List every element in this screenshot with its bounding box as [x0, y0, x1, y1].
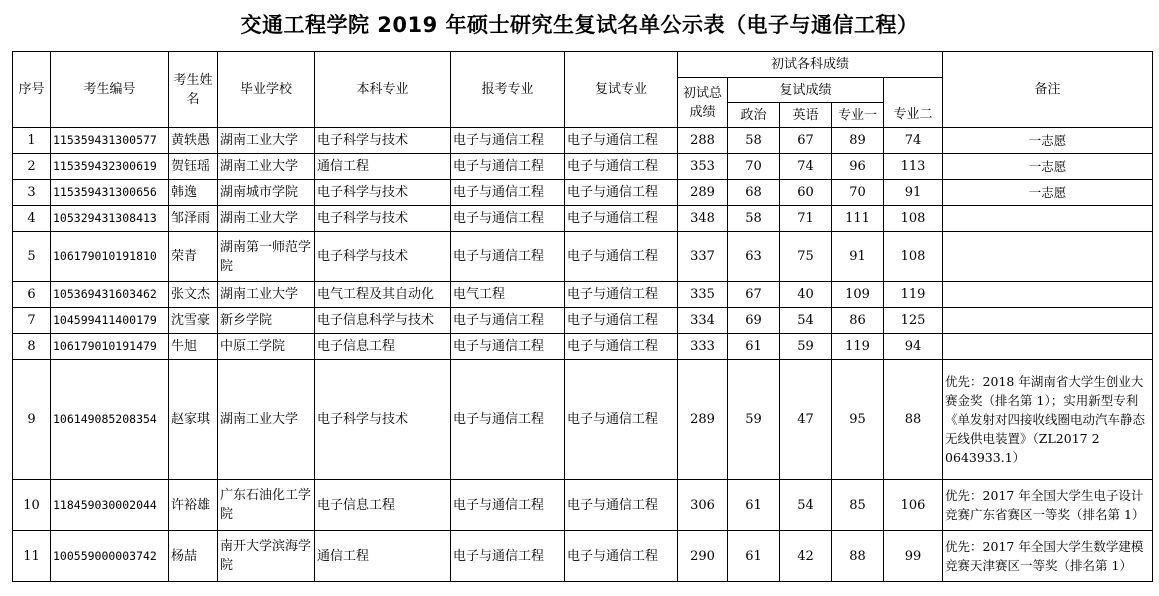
row-name: 邹泽雨 [169, 206, 218, 232]
row-apply-major: 电子与通信工程 [451, 128, 565, 154]
row-total: 289 [678, 180, 728, 206]
row-remark [943, 308, 1153, 334]
header-subject2: 专业二 [884, 103, 943, 128]
row-subject2: 108 [884, 232, 943, 282]
row-total: 288 [678, 128, 728, 154]
row-exam-id: 118459030002044 [51, 480, 169, 531]
row-seq: 7 [13, 308, 51, 334]
row-apply-major: 电子与通信工程 [451, 480, 565, 531]
row-retest-major: 电子与通信工程 [565, 232, 678, 282]
row-major: 电子科学与技术 [315, 206, 451, 232]
table-row [13, 360, 1153, 480]
row-name: 荣青 [169, 232, 218, 282]
row-politics: 67 [728, 282, 780, 308]
row-subject2: 113 [884, 154, 943, 180]
row-subject2: 91 [884, 180, 943, 206]
row-school: 中原工学院 [218, 334, 315, 360]
row-seq: 1 [13, 128, 51, 154]
row-english: 59 [780, 334, 832, 360]
header-remark: 备注 [943, 52, 1153, 128]
row-apply-major: 电子与通信工程 [451, 232, 565, 282]
row-subject1: 85 [832, 480, 884, 531]
row-major: 电子科学与技术 [315, 360, 451, 480]
row-total: 289 [678, 360, 728, 480]
row-apply-major: 电气工程 [451, 282, 565, 308]
row-retest-major: 电子与通信工程 [565, 480, 678, 531]
row-subject2: 74 [884, 128, 943, 154]
row-exam-id: 100559000003742 [51, 531, 169, 582]
table-row [13, 206, 1153, 232]
row-politics: 58 [728, 128, 780, 154]
header-total: 初试总成绩 [678, 78, 728, 128]
row-seq: 3 [13, 180, 51, 206]
row-subject1: 109 [832, 282, 884, 308]
row-retest-major: 电子与通信工程 [565, 180, 678, 206]
row-retest-major: 电子与通信工程 [565, 282, 678, 308]
header-subject1: 专业一 [832, 103, 884, 128]
row-retest-major: 电子与通信工程 [565, 154, 678, 180]
table-row [13, 232, 1153, 282]
table-row [13, 154, 1153, 180]
row-politics: 70 [728, 154, 780, 180]
row-apply-major: 电子与通信工程 [451, 360, 565, 480]
row-english: 42 [780, 531, 832, 582]
row-politics: 69 [728, 308, 780, 334]
row-english: 67 [780, 128, 832, 154]
row-subject1: 111 [832, 206, 884, 232]
row-english: 47 [780, 360, 832, 480]
row-seq: 11 [13, 531, 51, 582]
row-apply-major: 电子与通信工程 [451, 334, 565, 360]
row-exam-id: 115359431300656 [51, 180, 169, 206]
table-row [13, 282, 1153, 308]
row-apply-major: 电子与通信工程 [451, 154, 565, 180]
row-subject1: 86 [832, 308, 884, 334]
row-remark [943, 334, 1153, 360]
row-apply-major: 电子与通信工程 [451, 531, 565, 582]
candidate-table [12, 51, 1153, 582]
row-remark: 优先：2018 年湖南省大学生创业大赛金奖（排名第 1）；实用新型专利《单发射对四接收线圈电动汽车静态无线供电装置》（ZL2017 2 0643933.1） [943, 360, 1153, 480]
row-apply-major: 电子与通信工程 [451, 308, 565, 334]
row-seq: 4 [13, 206, 51, 232]
row-subject1: 88 [832, 531, 884, 582]
header-initial-scores: 初试各科成绩 [678, 52, 943, 78]
row-total: 290 [678, 531, 728, 582]
row-school: 南开大学滨海学院 [218, 531, 315, 582]
row-politics: 63 [728, 232, 780, 282]
row-english: 60 [780, 180, 832, 206]
header-school: 毕业学校 [218, 52, 315, 128]
row-retest-major: 电子与通信工程 [565, 531, 678, 582]
row-remark: 优先：2017 年全国大学生数学建模竞赛天津赛区一等奖（排名第 1） [943, 531, 1153, 582]
row-politics: 59 [728, 360, 780, 480]
row-seq: 9 [13, 360, 51, 480]
row-subject2: 108 [884, 206, 943, 232]
row-english: 40 [780, 282, 832, 308]
row-name: 赵家琪 [169, 360, 218, 480]
row-school: 湖南工业大学 [218, 360, 315, 480]
row-politics: 61 [728, 334, 780, 360]
row-seq: 8 [13, 334, 51, 360]
row-subject2: 88 [884, 360, 943, 480]
row-exam-id: 104599411400179 [51, 308, 169, 334]
row-name: 黄轶愚 [169, 128, 218, 154]
row-major: 电子信息工程 [315, 334, 451, 360]
row-total: 333 [678, 334, 728, 360]
row-retest-major: 电子与通信工程 [565, 334, 678, 360]
table-row [13, 531, 1153, 582]
row-english: 74 [780, 154, 832, 180]
row-remark [943, 232, 1153, 282]
table-row [13, 180, 1153, 206]
row-english: 54 [780, 480, 832, 531]
row-total: 306 [678, 480, 728, 531]
row-remark: 优先：2017 年全国大学生电子设计竞赛广东省赛区一等奖（排名第 1） [943, 480, 1153, 531]
table-row [13, 128, 1153, 154]
row-english: 54 [780, 308, 832, 334]
row-retest-major: 电子与通信工程 [565, 308, 678, 334]
row-exam-id: 106179010191810 [51, 232, 169, 282]
row-seq: 10 [13, 480, 51, 531]
row-total: 353 [678, 154, 728, 180]
row-major: 通信工程 [315, 531, 451, 582]
row-total: 348 [678, 206, 728, 232]
row-school: 湖南工业大学 [218, 206, 315, 232]
row-subject1: 95 [832, 360, 884, 480]
row-major: 电气工程及其自动化 [315, 282, 451, 308]
row-name: 许裕雄 [169, 480, 218, 531]
header-name: 考生姓名 [169, 52, 218, 128]
row-english: 75 [780, 232, 832, 282]
row-politics: 61 [728, 531, 780, 582]
row-major: 电子信息工程 [315, 480, 451, 531]
row-major: 电子科学与技术 [315, 232, 451, 282]
table-row [13, 334, 1153, 360]
row-seq: 5 [13, 232, 51, 282]
row-name: 贺钰瑶 [169, 154, 218, 180]
row-subject2: 99 [884, 531, 943, 582]
row-major: 电子信息科学与技术 [315, 308, 451, 334]
row-politics: 61 [728, 480, 780, 531]
row-seq: 2 [13, 154, 51, 180]
row-name: 牛旭 [169, 334, 218, 360]
header-retest-major: 复试专业 [565, 52, 678, 128]
row-subject2: 106 [884, 480, 943, 531]
row-total: 334 [678, 308, 728, 334]
row-remark [943, 282, 1153, 308]
row-exam-id: 115359432300619 [51, 154, 169, 180]
row-school: 湖南第一师范学院 [218, 232, 315, 282]
row-exam-id: 106149085208354 [51, 360, 169, 480]
row-subject1: 91 [832, 232, 884, 282]
header-english: 英语 [780, 103, 832, 128]
row-retest-major: 电子与通信工程 [565, 128, 678, 154]
row-subject2: 125 [884, 308, 943, 334]
row-name: 沈雪豪 [169, 308, 218, 334]
row-retest-major: 电子与通信工程 [565, 206, 678, 232]
row-politics: 58 [728, 206, 780, 232]
page-title: 交通工程学院 2019 年硕士研究生复试名单公示表（电子与通信工程） [240, 13, 919, 37]
row-apply-major: 电子与通信工程 [451, 180, 565, 206]
row-politics: 68 [728, 180, 780, 206]
row-exam-id: 106179010191479 [51, 334, 169, 360]
table-row [13, 480, 1153, 531]
row-subject2: 94 [884, 334, 943, 360]
row-total: 337 [678, 232, 728, 282]
row-exam-id: 105369431603462 [51, 282, 169, 308]
row-major: 电子科学与技术 [315, 128, 451, 154]
row-major: 电子科学与技术 [315, 180, 451, 206]
header-politics: 政治 [728, 103, 780, 128]
header-seq: 序号 [13, 52, 51, 128]
row-school: 湖南工业大学 [218, 128, 315, 154]
row-subject1: 119 [832, 334, 884, 360]
row-subject2: 119 [884, 282, 943, 308]
row-subject1: 96 [832, 154, 884, 180]
row-name: 杨喆 [169, 531, 218, 582]
row-school: 新乡学院 [218, 308, 315, 334]
row-remark [943, 206, 1153, 232]
row-subject1: 70 [832, 180, 884, 206]
row-seq: 6 [13, 282, 51, 308]
row-school: 湖南工业大学 [218, 154, 315, 180]
row-major: 通信工程 [315, 154, 451, 180]
row-exam-id: 105329431308413 [51, 206, 169, 232]
row-apply-major: 电子与通信工程 [451, 206, 565, 232]
row-subject1: 89 [832, 128, 884, 154]
row-remark: 一志愿 [943, 128, 1153, 154]
header-exam-id: 考生编号 [51, 52, 169, 128]
row-exam-id: 115359431300577 [51, 128, 169, 154]
row-retest-major: 电子与通信工程 [565, 360, 678, 480]
row-name: 张文杰 [169, 282, 218, 308]
row-name: 韩逸 [169, 180, 218, 206]
row-school: 广东石油化工学院 [218, 480, 315, 531]
row-school: 湖南工业大学 [218, 282, 315, 308]
header-apply-major: 报考专业 [451, 52, 565, 128]
row-english: 71 [780, 206, 832, 232]
header-retest-scores: 复试成绩 [728, 78, 884, 103]
row-total: 335 [678, 282, 728, 308]
row-remark: 一志愿 [943, 180, 1153, 206]
row-remark: 一志愿 [943, 154, 1153, 180]
table-row [13, 308, 1153, 334]
header-major: 本科专业 [315, 52, 451, 128]
row-school: 湖南城市学院 [218, 180, 315, 206]
